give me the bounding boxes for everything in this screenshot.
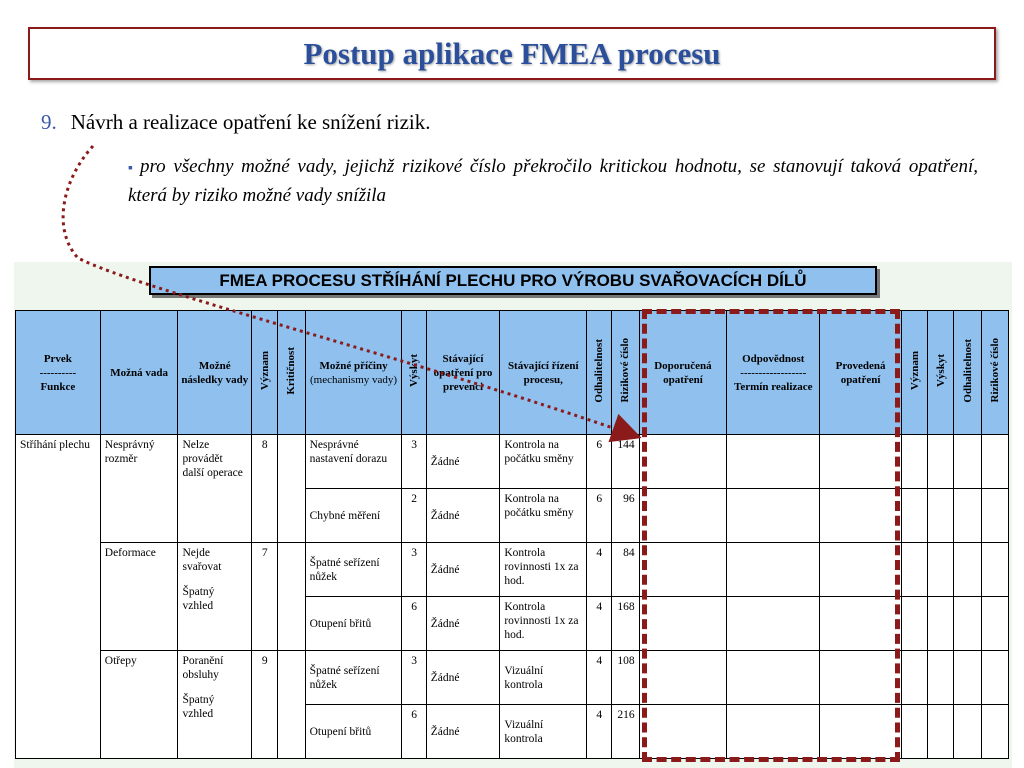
cell-nasledky: Poranění obsluhy Špatný vzhled [178, 651, 252, 759]
fmea-table [15, 310, 1009, 759]
cell-empty [954, 651, 981, 705]
cell-empty [954, 705, 981, 759]
header-priciny: Možné příčiny (mechanismy vady) [305, 311, 402, 435]
cell-odhalitelnost: 4 [587, 651, 612, 705]
cell-vada: Otřepy [100, 651, 178, 759]
cell-empty [901, 705, 927, 759]
cell-empty [981, 597, 1008, 651]
cell-rizeni: Vizuální kontrola [500, 651, 587, 705]
cell-empty [954, 543, 981, 597]
cell-pricina: Nesprávné nastavení dorazu [305, 435, 402, 489]
cell-pricina: Otupení břitů [305, 597, 402, 651]
cell-empty [727, 705, 820, 759]
cell-empty [820, 705, 902, 759]
cell-empty [981, 705, 1008, 759]
bullet-square-icon: ▪ [128, 161, 136, 176]
header-odhalitelnost: Odhalitelnost [587, 311, 612, 435]
cell-vyznam: 7 [252, 543, 278, 651]
cell-empty [727, 489, 820, 543]
cell-empty [639, 435, 727, 489]
header-vyznam-2: Význam [901, 311, 927, 435]
cell-vada: Nesprávný rozměr [100, 435, 178, 543]
cell-vada: Deformace [100, 543, 178, 651]
cell-vyznam: 9 [252, 651, 278, 759]
cell-empty [820, 651, 902, 705]
header-vyskyt-2: Výskyt [928, 311, 954, 435]
header-rizikove-cislo: Rizikové číslo [612, 311, 639, 435]
cell-prevence: Žádné [426, 489, 500, 543]
cell-nasledky: Nejde svařovat Špatný vzhled [178, 543, 252, 651]
cell-kriticnost [278, 543, 305, 651]
header-odhalitelnost-2: Odhalitelnost [954, 311, 981, 435]
header-prvek: Prvek ---------- Funkce [16, 311, 101, 435]
cell-empty [981, 543, 1008, 597]
header-provedena-opatreni: Provedená opatření [820, 311, 902, 435]
cell-rizeni: Kontrola rovinnosti 1x za hod. [500, 597, 587, 651]
header-doporucena-opatreni: Doporučená opatření [639, 311, 727, 435]
cell-empty [727, 435, 820, 489]
slide-title-frame [28, 27, 996, 80]
header-mozna-vada: Možná vada [100, 311, 178, 435]
cell-empty [639, 705, 727, 759]
cell-empty [954, 489, 981, 543]
header-kriticnost: Kritičnost [278, 311, 305, 435]
cell-odhalitelnost: 4 [587, 543, 612, 597]
cell-empty [639, 489, 727, 543]
header-odpovednost: Odpovědnost ------------------ Termín realizace [727, 311, 820, 435]
cell-empty [901, 435, 927, 489]
cell-empty [954, 597, 981, 651]
cell-vyskyt: 3 [402, 651, 426, 705]
bullet-item [128, 153, 978, 209]
cell-odhalitelnost: 6 [587, 435, 612, 489]
header-stavajici-rizeni: Stávající řízení procesu, [500, 311, 587, 435]
cell-pricina: Špatné seřízení nůžek [305, 651, 402, 705]
cell-empty [639, 651, 727, 705]
cell-vyskyt: 3 [402, 435, 426, 489]
table-row [16, 651, 1009, 705]
cell-vyskyt: 2 [402, 489, 426, 543]
cell-empty [928, 705, 954, 759]
cell-empty [901, 651, 927, 705]
cell-empty [727, 651, 820, 705]
cell-empty [928, 489, 954, 543]
cell-empty [727, 597, 820, 651]
cell-prevence: Žádné [426, 435, 500, 489]
cell-empty [928, 543, 954, 597]
step-text: Návrh a realizace opatření ke snížení rizik. [70, 110, 431, 134]
table-row [16, 543, 1009, 597]
cell-empty [901, 489, 927, 543]
cell-empty [928, 435, 954, 489]
header-vyskyt: Výskyt [402, 311, 426, 435]
cell-rpn: 84 [612, 543, 639, 597]
bullet-text: pro všechny možné vady, jejichž rizikové číslo překročilo kritickou hodnotu, se stanovují taková opatření, která by riziko možné vady snížila [128, 156, 979, 206]
cell-empty [639, 597, 727, 651]
cell-rizeni: Vizuální kontrola [500, 705, 587, 759]
cell-nasledky: Nelze provádět další operace [178, 435, 252, 543]
cell-empty [639, 543, 727, 597]
fmea-table-title: FMEA PROCESU STŘÍHÁNÍ PLECHU PRO VÝROBU SVAŘOVACÍCH DÍLŮ [149, 266, 877, 295]
cell-empty [820, 435, 902, 489]
cell-empty [981, 489, 1008, 543]
header-rizikove-cislo-2: Rizikové číslo [981, 311, 1008, 435]
cell-prevence: Žádné [426, 705, 500, 759]
cell-rizeni: Kontrola na počátku směny [500, 435, 587, 489]
cell-prvek: Stříhání plechu [16, 435, 101, 759]
cell-vyskyt: 3 [402, 543, 426, 597]
cell-rpn: 168 [612, 597, 639, 651]
header-stavajici-prevence: Stávající opatření pro prevenci [426, 311, 500, 435]
cell-empty [981, 435, 1008, 489]
cell-rizeni: Kontrola rovinnosti 1x za hod. [500, 543, 587, 597]
cell-vyznam: 8 [252, 435, 278, 543]
cell-kriticnost [278, 435, 305, 543]
cell-empty [954, 435, 981, 489]
cell-vyskyt: 6 [402, 705, 426, 759]
cell-empty [820, 597, 902, 651]
step-number: 9. [41, 110, 57, 134]
header-nasledky: Možné následky vady [178, 311, 252, 435]
cell-prevence: Žádné [426, 597, 500, 651]
cell-empty [928, 651, 954, 705]
header-row [16, 311, 1009, 435]
cell-empty [981, 651, 1008, 705]
cell-empty [901, 597, 927, 651]
header-vyznam: Význam [252, 311, 278, 435]
cell-pricina: Chybné měření [305, 489, 402, 543]
cell-empty [901, 543, 927, 597]
table-row [16, 435, 1009, 489]
cell-rpn: 108 [612, 651, 639, 705]
step-item [41, 110, 430, 135]
cell-empty [928, 597, 954, 651]
cell-empty [727, 543, 820, 597]
cell-rizeni: Kontrola na počátku směny [500, 489, 587, 543]
cell-odhalitelnost: 4 [587, 597, 612, 651]
slide-title: Postup aplikace FMEA procesu [303, 35, 721, 71]
cell-prevence: Žádné [426, 543, 500, 597]
cell-prevence: Žádné [426, 651, 500, 705]
cell-rpn: 216 [612, 705, 639, 759]
cell-empty [820, 489, 902, 543]
cell-vyskyt: 6 [402, 597, 426, 651]
cell-kriticnost [278, 651, 305, 759]
cell-pricina: Otupení břitů [305, 705, 402, 759]
cell-rpn: 144 [612, 435, 639, 489]
cell-pricina: Špatné seřízení nůžek [305, 543, 402, 597]
cell-rpn: 96 [612, 489, 639, 543]
cell-odhalitelnost: 4 [587, 705, 612, 759]
cell-empty [820, 543, 902, 597]
cell-odhalitelnost: 6 [587, 489, 612, 543]
